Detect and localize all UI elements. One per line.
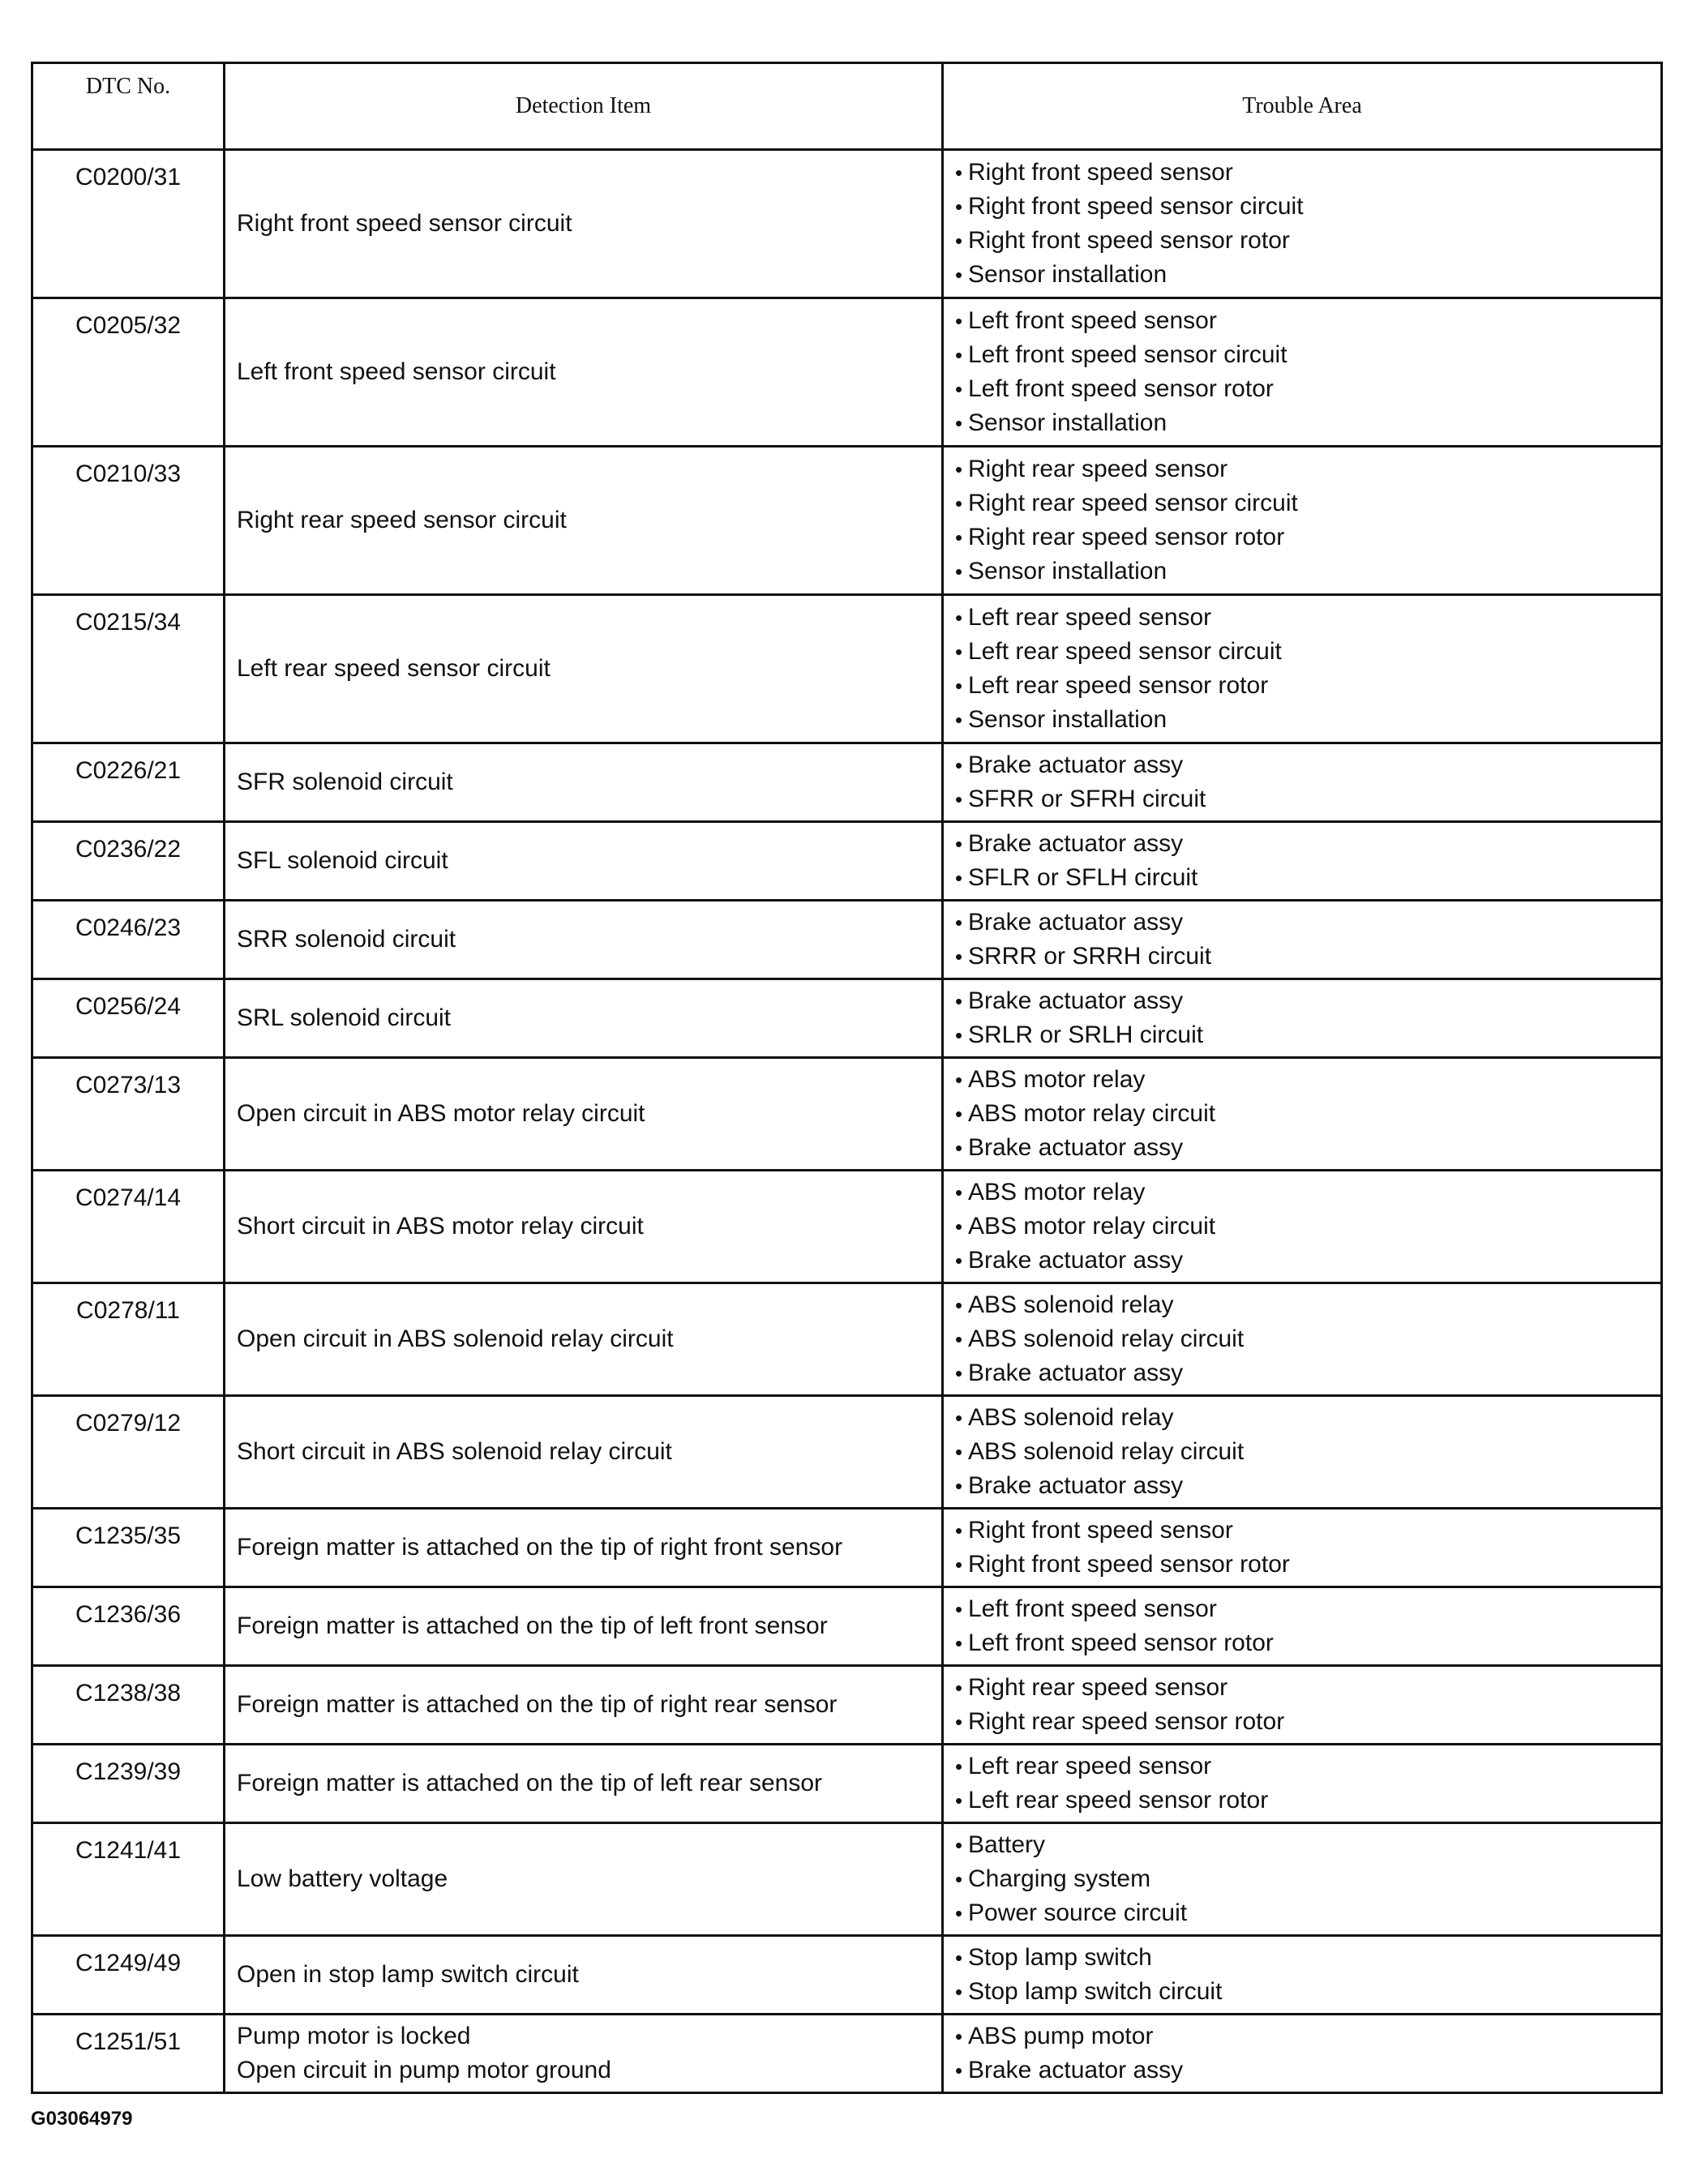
trouble-area-text: Left front speed sensor	[968, 1595, 1217, 1622]
table-row	[32, 1396, 1662, 1509]
trouble-area-list-item	[955, 452, 1652, 486]
bullet-icon: •	[955, 708, 963, 732]
dtc-code-cell: C0246/23	[32, 901, 225, 979]
dtc-code-cell: C1241/41	[32, 1823, 225, 1936]
detection-item-cell	[225, 1396, 943, 1509]
trouble-area-list-item	[955, 190, 1652, 224]
bullet-icon: •	[955, 1901, 963, 1925]
bullet-icon: •	[955, 161, 963, 185]
trouble-area-text: ABS motor relay	[968, 1179, 1146, 1205]
bullet-icon: •	[955, 1946, 963, 1970]
trouble-area-text: Brake actuator assy	[968, 2057, 1184, 2083]
trouble-area-cell	[943, 298, 1662, 447]
trouble-area-text: Left rear speed sensor	[968, 604, 1212, 631]
trouble-area-list-item	[955, 1176, 1652, 1210]
trouble-area-list-item	[955, 703, 1652, 737]
trouble-area-list-item	[955, 1210, 1652, 1244]
detection-item-text: Left rear speed sensor circuit	[237, 655, 551, 682]
trouble-area-text: Left rear speed sensor rotor	[968, 1787, 1269, 1814]
bullet-icon: •	[955, 1023, 963, 1047]
header-dtc-no: DTC No.	[32, 63, 225, 150]
trouble-area-text: Stop lamp switch	[968, 1944, 1152, 1971]
trouble-area-list-item	[955, 861, 1652, 895]
trouble-area-list-item	[955, 1435, 1652, 1469]
trouble-area-text: Right rear speed sensor circuit	[968, 490, 1298, 516]
detection-item-cell	[225, 1823, 943, 1936]
detection-item-cell	[225, 1666, 943, 1745]
bullet-icon: •	[955, 1676, 963, 1700]
dtc-code-cell: C1235/35	[32, 1509, 225, 1587]
bullet-icon: •	[955, 1214, 963, 1239]
bullet-icon: •	[955, 1248, 963, 1273]
trouble-area-list-item	[955, 1469, 1652, 1503]
bullet-icon: •	[955, 263, 963, 287]
detection-item-text: Pump motor is locked	[237, 2023, 471, 2049]
trouble-area-text: Right front speed sensor rotor	[968, 227, 1290, 254]
table-row	[32, 298, 1662, 447]
trouble-area-text: Left front speed sensor rotor	[968, 1629, 1274, 1656]
trouble-area-list-item	[955, 1244, 1652, 1278]
trouble-area-text: Sensor installation	[968, 261, 1167, 288]
table-row	[32, 979, 1662, 1058]
trouble-area-text: Brake actuator assy	[968, 1472, 1184, 1499]
trouble-area-text: SRLR or SRLH circuit	[968, 1021, 1204, 1048]
bullet-icon: •	[955, 832, 963, 856]
bullet-icon: •	[955, 1293, 963, 1317]
trouble-area-text: Charging system	[968, 1865, 1151, 1892]
dtc-code-cell: C0200/31	[32, 150, 225, 298]
dtc-code-cell: C1249/49	[32, 1936, 225, 2015]
trouble-area-list-item	[955, 156, 1652, 190]
bullet-icon: •	[955, 1327, 963, 1351]
trouble-area-cell	[943, 1587, 1662, 1666]
bullet-icon: •	[955, 1518, 963, 1543]
bullet-icon: •	[955, 343, 963, 367]
dtc-code-cell: C0273/13	[32, 1058, 225, 1171]
detection-item-text: Right rear speed sensor circuit	[237, 507, 567, 533]
trouble-area-list-item	[955, 338, 1652, 372]
trouble-area-list-item	[955, 1784, 1652, 1818]
trouble-area-cell	[943, 2015, 1662, 2093]
trouble-area-text: ABS solenoid relay	[968, 1404, 1174, 1431]
trouble-area-list-item	[955, 940, 1652, 974]
trouble-area-text: Right front speed sensor	[968, 159, 1233, 186]
table-row	[32, 901, 1662, 979]
dtc-code-cell: C1236/36	[32, 1587, 225, 1666]
trouble-area-text: Right front speed sensor rotor	[968, 1551, 1290, 1578]
header-trouble-area: Trouble Area	[943, 63, 1662, 150]
trouble-area-text: Power source circuit	[968, 1899, 1188, 1926]
detection-item-cell	[225, 2015, 943, 2093]
table-body	[32, 150, 1662, 2093]
detection-item-text: Open circuit in ABS solenoid relay circuit	[237, 1325, 674, 1352]
trouble-area-text: Right rear speed sensor rotor	[968, 1708, 1285, 1735]
bullet-icon: •	[955, 1180, 963, 1205]
trouble-area-cell	[943, 822, 1662, 901]
detection-item-text: SRL solenoid circuit	[237, 1004, 452, 1031]
bullet-icon: •	[955, 866, 963, 890]
trouble-area-list-item	[955, 1749, 1652, 1784]
detection-item-cell	[225, 822, 943, 901]
trouble-area-text: SFLR or SFLH circuit	[968, 864, 1198, 891]
dtc-code-cell: C0226/21	[32, 743, 225, 822]
detection-item-cell	[225, 1509, 943, 1587]
trouble-area-list-item	[955, 1626, 1652, 1660]
trouble-area-list-item	[955, 1592, 1652, 1626]
bullet-icon: •	[955, 640, 963, 664]
bullet-icon: •	[955, 944, 963, 969]
bullet-icon: •	[955, 1631, 963, 1655]
dtc-code-cell: C0236/22	[32, 822, 225, 901]
trouble-area-list-item	[955, 827, 1652, 861]
trouble-area-text: Left front speed sensor	[968, 307, 1217, 334]
dtc-code-cell: C1238/38	[32, 1666, 225, 1745]
detection-item-text: Right front speed sensor circuit	[237, 210, 572, 237]
trouble-area-text: ABS pump motor	[968, 2023, 1154, 2049]
detection-item-text: Low battery voltage	[237, 1865, 448, 1892]
table-row	[32, 1936, 1662, 2015]
dtc-code-cell: C0215/34	[32, 595, 225, 743]
detection-item-cell	[225, 743, 943, 822]
trouble-area-text: ABS motor relay circuit	[968, 1100, 1216, 1127]
dtc-code-cell: C1251/51	[32, 2015, 225, 2093]
dtc-code-cell: C1239/39	[32, 1745, 225, 1823]
bullet-icon: •	[955, 1068, 963, 1092]
trouble-area-text: Left front speed sensor rotor	[968, 375, 1274, 402]
table-header	[32, 63, 1662, 150]
bullet-icon: •	[955, 195, 963, 219]
trouble-area-cell	[943, 1058, 1662, 1171]
trouble-area-text: Brake actuator assy	[968, 1134, 1184, 1161]
trouble-area-text: Stop lamp switch circuit	[968, 1978, 1223, 2005]
trouble-area-list-item	[955, 984, 1652, 1018]
trouble-area-cell	[943, 595, 1662, 743]
detection-item-cell	[225, 1745, 943, 1823]
trouble-area-cell	[943, 743, 1662, 822]
table-row	[32, 1587, 1662, 1666]
bullet-icon: •	[955, 1406, 963, 1430]
trouble-area-cell	[943, 1745, 1662, 1823]
detection-item-text: Short circuit in ABS motor relay circuit	[237, 1213, 644, 1240]
bullet-icon: •	[955, 1361, 963, 1385]
trouble-area-list-item	[955, 520, 1652, 555]
trouble-area-text: Battery	[968, 1831, 1046, 1858]
bullet-icon: •	[955, 1980, 963, 2004]
detection-item-text: SFL solenoid circuit	[237, 847, 448, 874]
detection-item-cell	[225, 979, 943, 1058]
trouble-area-list-item	[955, 224, 1652, 258]
dtc-code-cell: C0205/32	[32, 298, 225, 447]
trouble-area-text: Left rear speed sensor rotor	[968, 672, 1269, 699]
trouble-area-text: Sensor installation	[968, 706, 1167, 733]
trouble-area-text: Brake actuator assy	[968, 830, 1184, 857]
table-row	[32, 822, 1662, 901]
dtc-code-cell: C0279/12	[32, 1396, 225, 1509]
trouble-area-text: Right front speed sensor	[968, 1517, 1233, 1544]
detection-item-cell	[225, 1058, 943, 1171]
dtc-table	[31, 62, 1663, 2094]
trouble-area-list-item	[955, 1288, 1652, 1322]
bullet-icon: •	[955, 2058, 963, 2083]
trouble-area-list-item	[955, 1356, 1652, 1390]
trouble-area-cell	[943, 1283, 1662, 1396]
bullet-icon: •	[955, 491, 963, 516]
trouble-area-cell	[943, 447, 1662, 595]
trouble-area-list-item	[955, 486, 1652, 520]
bullet-icon: •	[955, 1136, 963, 1160]
bullet-icon: •	[955, 1788, 963, 1813]
table-row	[32, 1058, 1662, 1171]
trouble-area-list-item	[955, 372, 1652, 406]
trouble-area-cell	[943, 150, 1662, 298]
bullet-icon: •	[955, 1102, 963, 1126]
trouble-area-cell	[943, 1509, 1662, 1587]
header-detection-item: Detection Item	[225, 63, 943, 150]
bullet-icon: •	[955, 309, 963, 333]
table-row	[32, 1745, 1662, 1823]
table-row	[32, 1171, 1662, 1283]
bullet-icon: •	[955, 1754, 963, 1779]
dtc-code-cell: C0274/14	[32, 1171, 225, 1283]
trouble-area-list-item	[955, 258, 1652, 292]
trouble-area-text: Right front speed sensor circuit	[968, 193, 1304, 220]
figure-code: G03064979	[31, 2108, 133, 2130]
trouble-area-list-item	[955, 1896, 1652, 1930]
bullet-icon: •	[955, 1474, 963, 1498]
dtc-code-cell: C0210/33	[32, 447, 225, 595]
bullet-icon: •	[955, 1710, 963, 1734]
detection-item-text: Open in stop lamp switch circuit	[237, 1961, 579, 1988]
trouble-area-list-item	[955, 748, 1652, 782]
trouble-area-text: Right rear speed sensor	[968, 1674, 1228, 1701]
trouble-area-list-item	[955, 1097, 1652, 1131]
table-row	[32, 1509, 1662, 1587]
trouble-area-list-item	[955, 1941, 1652, 1975]
header-row	[32, 63, 1662, 150]
bullet-icon: •	[955, 229, 963, 253]
trouble-area-list-item	[955, 1705, 1652, 1739]
bullet-icon: •	[955, 2024, 963, 2049]
trouble-area-text: ABS motor relay circuit	[968, 1213, 1216, 1240]
trouble-area-list-item	[955, 1975, 1652, 2009]
trouble-area-list-item	[955, 782, 1652, 816]
detection-item-cell	[225, 1283, 943, 1396]
detection-item-cell	[225, 1171, 943, 1283]
trouble-area-list-item	[955, 1018, 1652, 1052]
trouble-area-cell	[943, 1823, 1662, 1936]
bullet-icon: •	[955, 606, 963, 630]
table-row	[32, 595, 1662, 743]
bullet-icon: •	[955, 1440, 963, 1464]
detection-item-text: Open circuit in pump motor ground	[237, 2057, 611, 2083]
trouble-area-list-item	[955, 1322, 1652, 1356]
bullet-icon: •	[955, 674, 963, 698]
trouble-area-list-item	[955, 1671, 1652, 1705]
trouble-area-cell	[943, 1936, 1662, 2015]
trouble-area-text: Left front speed sensor circuit	[968, 341, 1287, 368]
trouble-area-list-item	[955, 601, 1652, 635]
trouble-area-text: Brake actuator assy	[968, 909, 1184, 936]
bullet-icon: •	[955, 1867, 963, 1891]
detection-item-cell	[225, 447, 943, 595]
detection-item-cell	[225, 1587, 943, 1666]
bullet-icon: •	[955, 411, 963, 435]
table-row	[32, 1823, 1662, 1936]
trouble-area-cell	[943, 1396, 1662, 1509]
trouble-area-text: ABS motor relay	[968, 1066, 1146, 1093]
bullet-icon: •	[955, 753, 963, 777]
table-row	[32, 1666, 1662, 1745]
detection-item-text: SFR solenoid circuit	[237, 769, 453, 795]
table-row	[32, 2015, 1662, 2093]
trouble-area-list-item	[955, 635, 1652, 669]
trouble-area-text: Brake actuator assy	[968, 1247, 1184, 1274]
trouble-area-text: Right rear speed sensor rotor	[968, 524, 1285, 550]
trouble-area-cell	[943, 1171, 1662, 1283]
trouble-area-list-item	[955, 1828, 1652, 1862]
trouble-area-cell	[943, 901, 1662, 979]
bullet-icon: •	[955, 377, 963, 401]
trouble-area-text: ABS solenoid relay circuit	[968, 1438, 1245, 1465]
trouble-area-list-item	[955, 1063, 1652, 1097]
bullet-icon: •	[955, 525, 963, 550]
detection-item-text: Foreign matter is attached on the tip of right front sensor	[237, 1534, 843, 1561]
detection-item-cell	[225, 901, 943, 979]
trouble-area-list-item	[955, 1514, 1652, 1548]
bullet-icon: •	[955, 1597, 963, 1621]
trouble-area-text: Brake actuator assy	[968, 752, 1184, 778]
trouble-area-list-item	[955, 1862, 1652, 1896]
trouble-area-list-item	[955, 2053, 1652, 2088]
trouble-area-list-item	[955, 669, 1652, 703]
bullet-icon: •	[955, 787, 963, 812]
detection-item-text: Foreign matter is attached on the tip of left rear sensor	[237, 1770, 823, 1796]
trouble-area-text: ABS solenoid relay circuit	[968, 1325, 1245, 1352]
table-row	[32, 743, 1662, 822]
detection-item-cell	[225, 1936, 943, 2015]
detection-item-text: SRR solenoid circuit	[237, 926, 456, 953]
dtc-code-cell: C0256/24	[32, 979, 225, 1058]
trouble-area-text: ABS solenoid relay	[968, 1291, 1174, 1318]
trouble-area-text: Right rear speed sensor	[968, 456, 1228, 482]
detection-item-text: Short circuit in ABS solenoid relay circuit	[237, 1438, 672, 1465]
detection-item-text: Foreign matter is attached on the tip of left front sensor	[237, 1612, 828, 1639]
trouble-area-text: SRRR or SRRH circuit	[968, 943, 1212, 970]
bullet-icon: •	[955, 457, 963, 482]
trouble-area-list-item	[955, 1131, 1652, 1165]
trouble-area-list-item	[955, 406, 1652, 440]
table-row	[32, 447, 1662, 595]
detection-item-text: Left front speed sensor circuit	[237, 358, 556, 385]
trouble-area-text: SFRR or SFRH circuit	[968, 786, 1206, 812]
trouble-area-cell	[943, 979, 1662, 1058]
bullet-icon: •	[955, 559, 963, 584]
trouble-area-text: Brake actuator assy	[968, 1360, 1184, 1386]
trouble-area-list-item	[955, 304, 1652, 338]
detection-item-cell	[225, 595, 943, 743]
bullet-icon: •	[955, 989, 963, 1013]
table-row	[32, 150, 1662, 298]
table-row	[32, 1283, 1662, 1396]
bullet-icon: •	[955, 1833, 963, 1857]
trouble-area-list-item	[955, 1548, 1652, 1582]
detection-item-text: Open circuit in ABS motor relay circuit	[237, 1100, 645, 1127]
trouble-area-cell	[943, 1666, 1662, 1745]
bullet-icon: •	[955, 910, 963, 935]
trouble-area-list-item	[955, 1401, 1652, 1435]
trouble-area-list-item	[955, 2019, 1652, 2053]
trouble-area-text: Left rear speed sensor	[968, 1753, 1212, 1779]
detection-item-cell	[225, 298, 943, 447]
detection-item-cell	[225, 150, 943, 298]
bullet-icon: •	[955, 1552, 963, 1577]
trouble-area-text: Sensor installation	[968, 558, 1167, 585]
detection-item-text: Foreign matter is attached on the tip of right rear sensor	[237, 1691, 838, 1718]
dtc-code-cell: C0278/11	[32, 1283, 225, 1396]
trouble-area-text: Left rear speed sensor circuit	[968, 638, 1282, 665]
trouble-area-text: Sensor installation	[968, 409, 1167, 436]
trouble-area-list-item	[955, 555, 1652, 589]
trouble-area-text: Brake actuator assy	[968, 987, 1184, 1014]
trouble-area-list-item	[955, 906, 1652, 940]
